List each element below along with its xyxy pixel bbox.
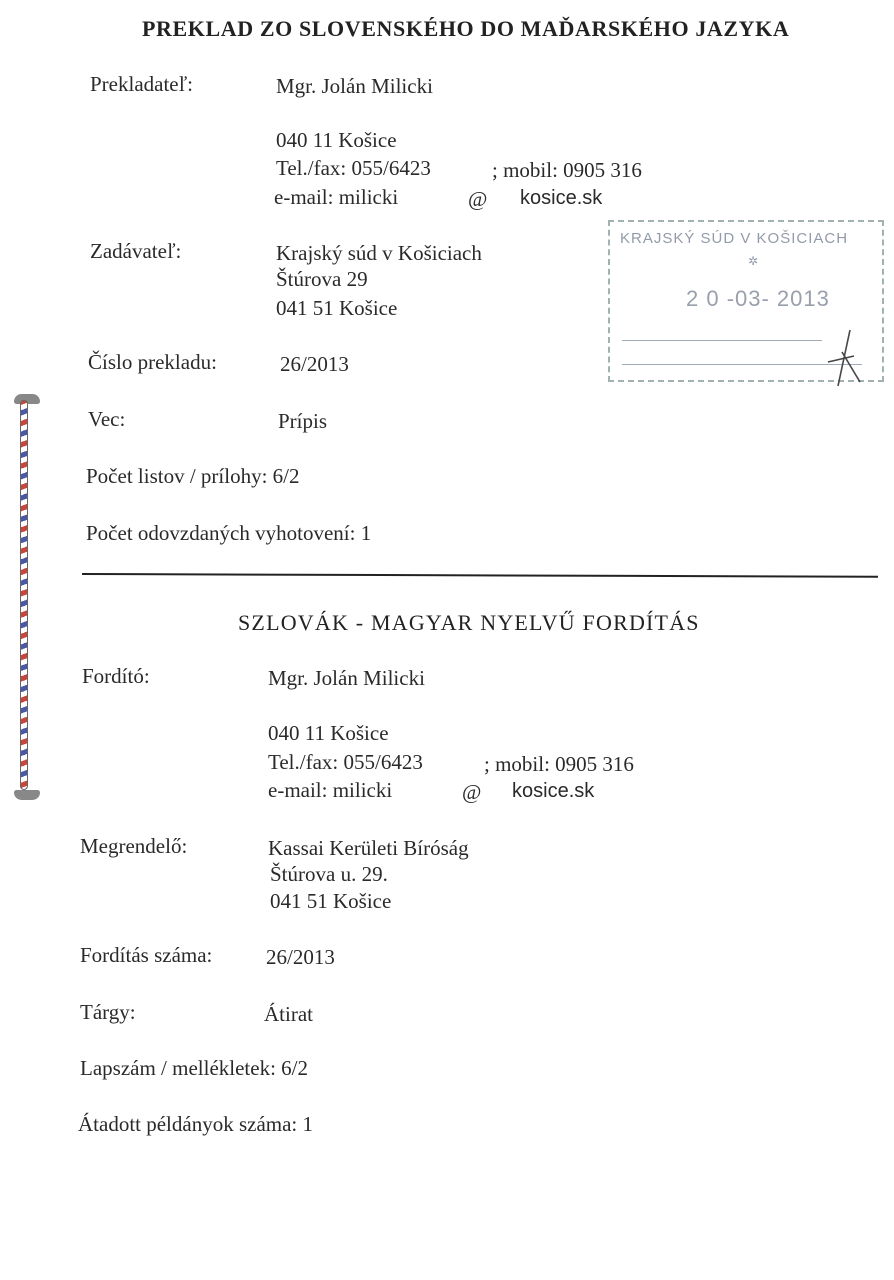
binding-cord [20,400,28,790]
hu-tel-fax: Tel./fax: 055/6423 [268,750,423,774]
court-receipt-stamp [608,220,884,382]
sk-email-prefix: e-mail: milicki [274,185,399,209]
hu-copies: Átadott példányok száma: 1 [78,1112,314,1136]
sk-email-at: @ [468,187,488,211]
hu-subject-value: Átirat [264,1002,313,1026]
hu-email-domain: kosice.sk [512,780,595,802]
hu-number-label: Fordítás száma: [80,943,213,967]
hu-translator-label: Fordító: [82,664,150,688]
hu-client-line: Štúrova u. 29. [270,862,388,886]
sk-client-line: Štúrova 29 [276,267,368,291]
hu-client-label: Megrendelő: [80,834,188,858]
signature-mark [820,322,870,392]
stamp-emblem-icon: ✲ [748,254,759,268]
sk-client-label: Zadávateľ: [90,239,182,263]
hu-email-prefix: e-mail: milicki [268,778,393,802]
stamp-header: KRAJSKÝ SÚD V KOŠICIACH [620,230,849,247]
sk-mobile: ; mobil: 0905 316 [492,158,642,182]
sk-client-line: 041 51 Košice [276,296,398,320]
sk-email-domain: kosice.sk [520,187,603,209]
hu-subject-label: Tárgy: [80,1000,136,1024]
sk-number-label: Číslo prekladu: [88,350,217,374]
hu-title: SZLOVÁK - MAGYAR NYELVŰ FORDÍTÁS [238,610,700,635]
hu-mobile: ; mobil: 0905 316 [484,752,634,776]
sk-subject-value: Prípis [278,409,328,433]
hu-email-at: @ [462,780,482,804]
sk-sheets: Počet listov / prílohy: 6/2 [86,464,300,488]
hu-sheets: Lapszám / mellékletek: 6/2 [80,1056,309,1080]
hu-client-line: 041 51 Košice [270,889,392,913]
hu-translator-name: Mgr. Jolán Milicki [268,666,425,690]
stamp-date: 2 0 -03- 2013 [686,286,830,311]
section-divider [82,573,878,578]
stamp-line [622,340,822,341]
hu-client-line: Kassai Kerületi Bíróság [268,836,469,860]
hu-number-value: 26/2013 [266,945,335,969]
sk-title: PREKLAD ZO SLOVENSKÉHO DO MAĎARSKÉHO JAZYKA [142,16,790,41]
sk-client-line: Krajský súd v Košiciach [276,241,482,265]
sk-tel-fax: Tel./fax: 055/6423 [276,156,431,180]
sk-subject-label: Vec: [88,407,126,431]
sk-number-value: 26/2013 [280,352,349,376]
sk-address: 040 11 Košice [276,128,397,152]
cord-bottom-cap [14,790,40,800]
sk-translator-name: Mgr. Jolán Milicki [276,74,433,98]
sk-translator-label: Prekladateľ: [90,72,193,96]
sk-copies: Počet odovzdaných vyhotovení: 1 [86,521,372,545]
hu-address: 040 11 Košice [268,721,389,745]
